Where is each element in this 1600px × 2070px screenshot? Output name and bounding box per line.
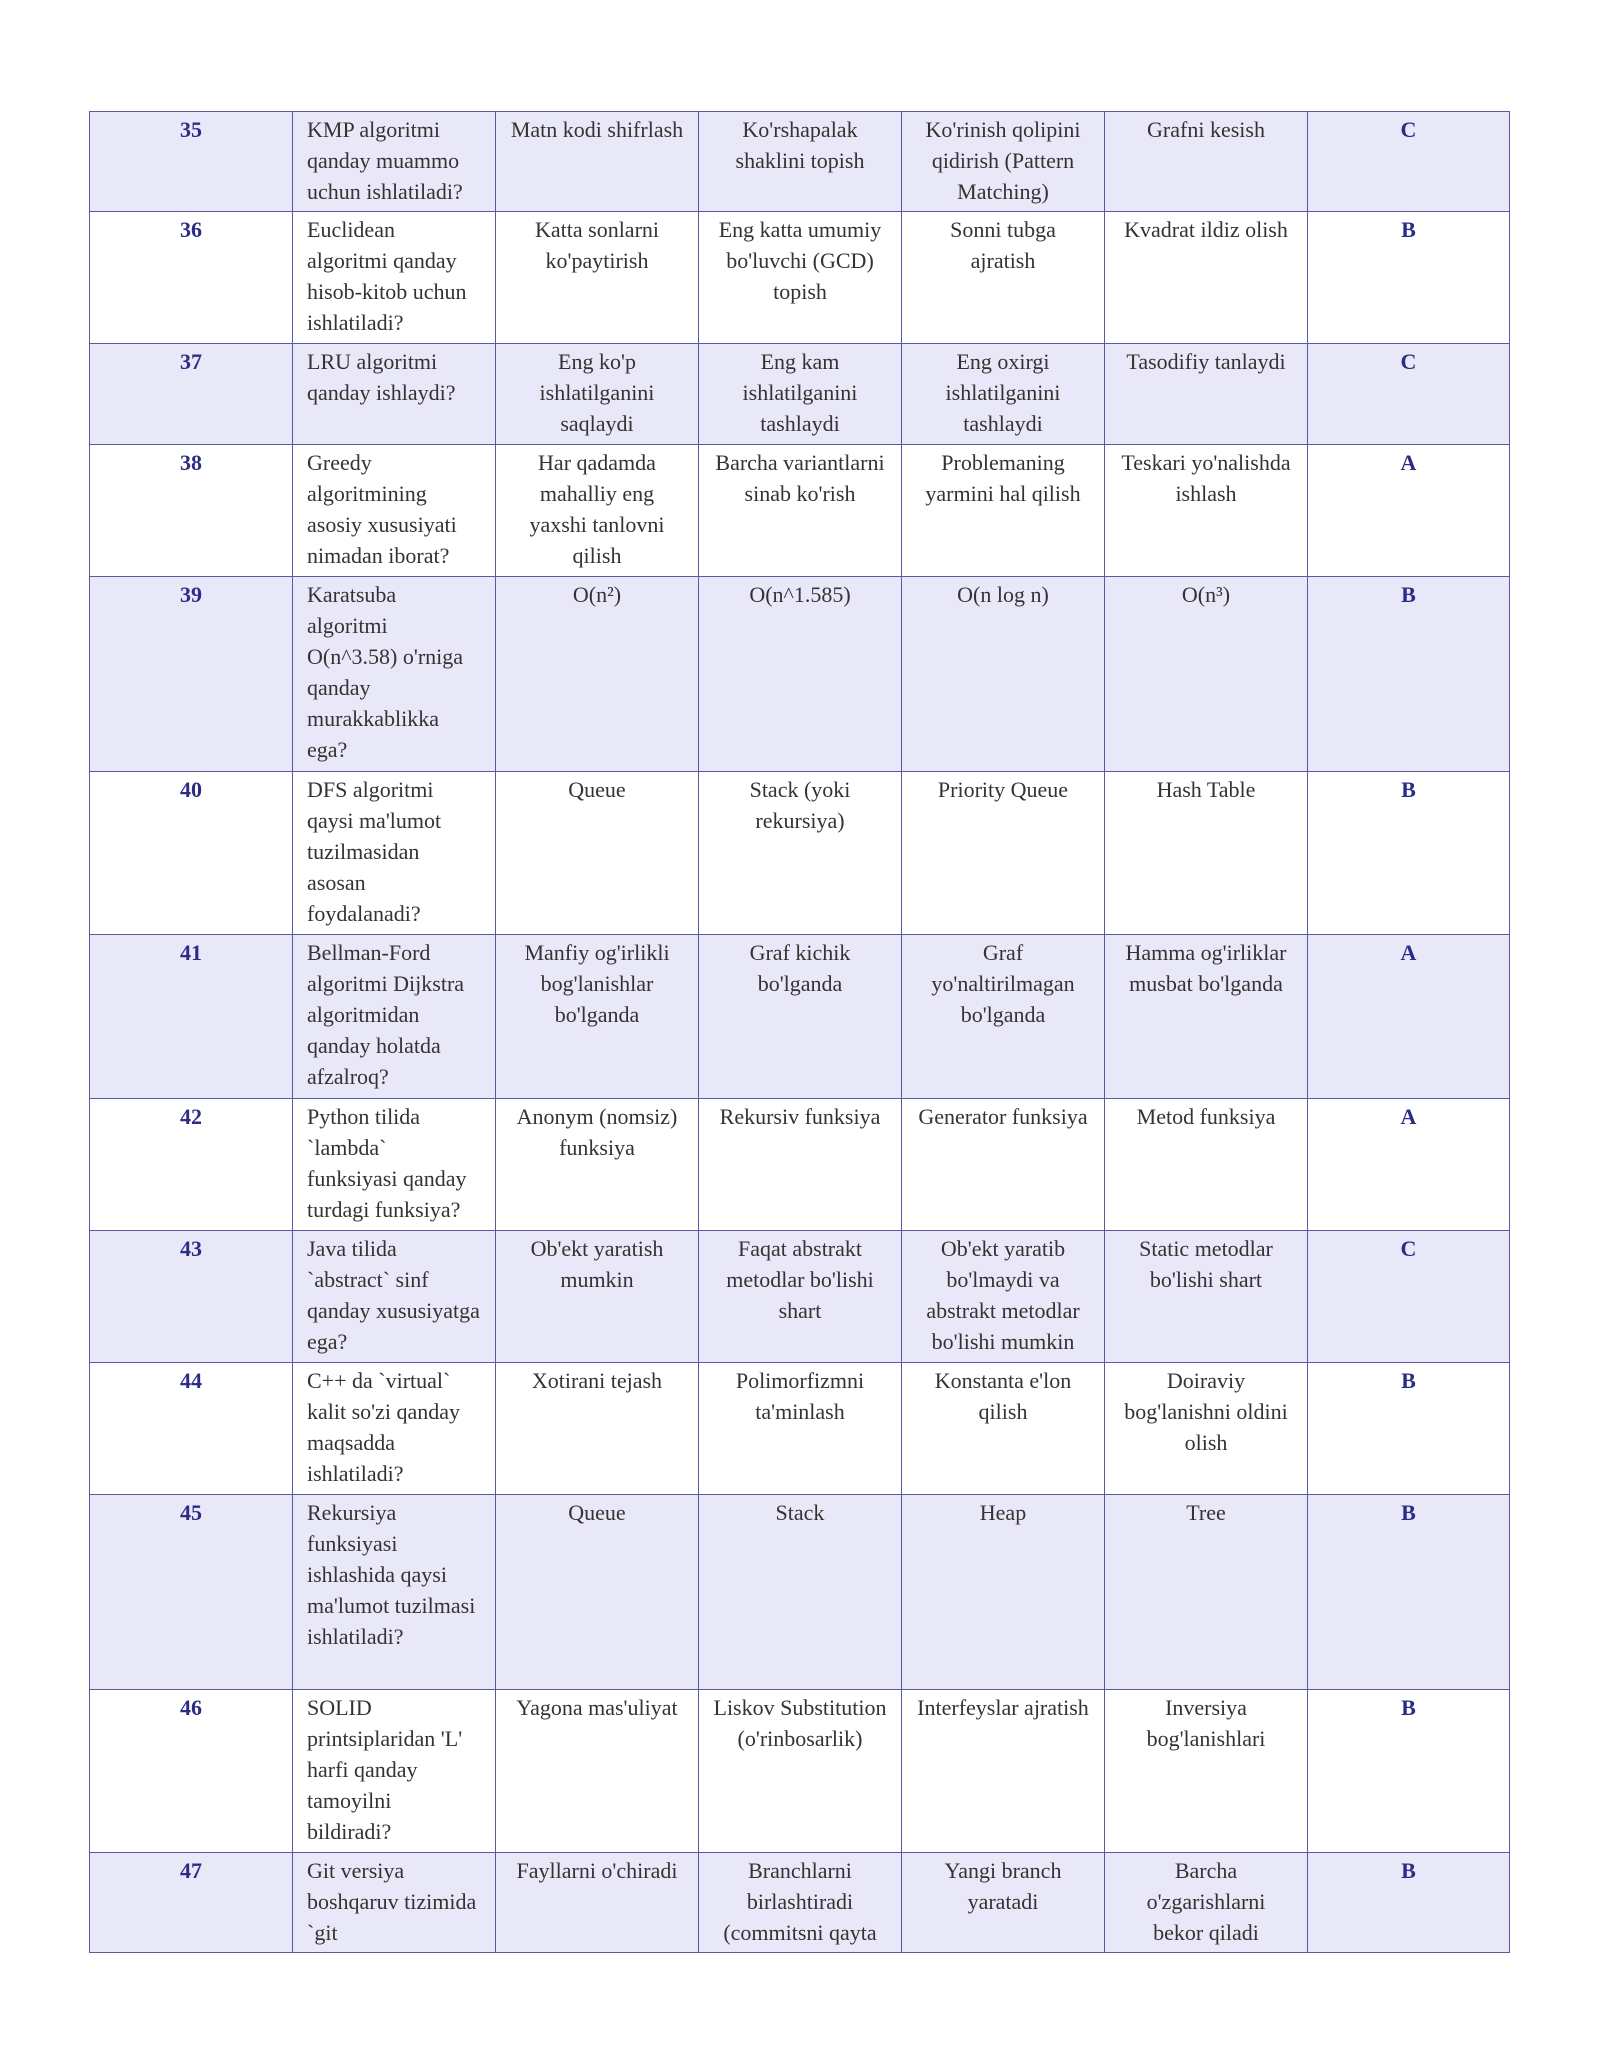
question-number: 43 (90, 1231, 293, 1363)
question-text: SOLID printsiplaridan 'L' harfi qanday tamoyilni bildiradi? (293, 1690, 496, 1853)
correct-answer: B (1308, 212, 1510, 344)
correct-answer: B (1308, 1690, 1510, 1853)
option-c: Heap (902, 1495, 1105, 1690)
table-row (90, 212, 1510, 344)
question-number: 35 (90, 112, 293, 212)
option-c: Priority Queue (902, 772, 1105, 935)
option-c: O(n log n) (902, 577, 1105, 772)
option-d: Kvadrat ildiz olish (1105, 212, 1308, 344)
option-b: Eng kam ishlatilganini tashlaydi (699, 344, 902, 445)
option-d: Grafni kesish (1105, 112, 1308, 212)
question-number: 47 (90, 1853, 293, 1953)
question-text: C++ da `virtual` kalit so'zi qanday maqsadda ishlatiladi? (293, 1363, 496, 1495)
question-number: 46 (90, 1690, 293, 1853)
question-number: 36 (90, 212, 293, 344)
option-b: Branchlarni birlashtiradi (commitsni qayta (699, 1853, 902, 1953)
quiz-table (89, 111, 1510, 1953)
table-row (90, 935, 1510, 1099)
question-text: Git versiya boshqaruv tizimida `git (293, 1853, 496, 1953)
option-c: Graf yo'naltirilmagan bo'lganda (902, 935, 1105, 1099)
option-a: Katta sonlarni ko'paytirish (496, 212, 699, 344)
option-a: Manfiy og'irlikli bog'lanishlar bo'lganda (496, 935, 699, 1099)
option-a: Ob'ekt yaratish mumkin (496, 1231, 699, 1363)
question-number: 42 (90, 1099, 293, 1231)
option-c: Generator funksiya (902, 1099, 1105, 1231)
option-a: O(n²) (496, 577, 699, 772)
option-b: Faqat abstrakt metodlar bo'lishi shart (699, 1231, 902, 1363)
option-c: Interfeyslar ajratish (902, 1690, 1105, 1853)
option-a: Matn kodi shifrlash (496, 112, 699, 212)
question-text: Java tilida `abstract` sinf qanday xususiyatga ega? (293, 1231, 496, 1363)
table-row (90, 1690, 1510, 1853)
option-a: Queue (496, 772, 699, 935)
option-d: O(n³) (1105, 577, 1308, 772)
question-text: Karatsuba algoritmi O(n^3.58) o'rniga qanday murakkablikka ega? (293, 577, 496, 772)
option-d: Doiraviy bog'lanishni oldini olish (1105, 1363, 1308, 1495)
option-c: Problemaning yarmini hal qilish (902, 445, 1105, 577)
quiz-page (89, 111, 1509, 1953)
correct-answer: C (1308, 1231, 1510, 1363)
option-d: Inversiya bog'lanishlari (1105, 1690, 1308, 1853)
correct-answer: B (1308, 577, 1510, 772)
table-row (90, 1495, 1510, 1690)
correct-answer: B (1308, 1363, 1510, 1495)
table-row (90, 1231, 1510, 1363)
table-row (90, 344, 1510, 445)
option-d: Barcha o'zgarishlarni bekor qiladi (1105, 1853, 1308, 1953)
question-text: DFS algoritmi qaysi ma'lumot tuzilmasidan asosan foydalanadi? (293, 772, 496, 935)
correct-answer: B (1308, 1853, 1510, 1953)
option-b: O(n^1.585) (699, 577, 902, 772)
option-b: Rekursiv funksiya (699, 1099, 902, 1231)
option-b: Barcha variantlarni sinab ko'rish (699, 445, 902, 577)
question-number: 39 (90, 577, 293, 772)
question-text: Python tilida `lambda` funksiyasi qanday turdagi funksiya? (293, 1099, 496, 1231)
question-number: 44 (90, 1363, 293, 1495)
option-a: Har qadamda mahalliy eng yaxshi tanlovni qilish (496, 445, 699, 577)
option-d: Tasodifiy tanlaydi (1105, 344, 1308, 445)
question-number: 41 (90, 935, 293, 1099)
option-d: Metod funksiya (1105, 1099, 1308, 1231)
option-d: Teskari yo'nalishda ishlash (1105, 445, 1308, 577)
option-c: Sonni tubga ajratish (902, 212, 1105, 344)
question-text: KMP algoritmi qanday muammo uchun ishlatiladi? (293, 112, 496, 212)
correct-answer: B (1308, 772, 1510, 935)
option-b: Polimorfizmni ta'minlash (699, 1363, 902, 1495)
table-row (90, 772, 1510, 935)
question-text: Euclidean algoritmi qanday hisob-kitob uchun ishlatiladi? (293, 212, 496, 344)
option-b: Ko'rshapalak shaklini topish (699, 112, 902, 212)
option-b: Liskov Substitution (o'rinbosarlik) (699, 1690, 902, 1853)
option-b: Stack (699, 1495, 902, 1690)
option-c: Ob'ekt yaratib bo'lmaydi va abstrakt metodlar bo'lishi mumkin (902, 1231, 1105, 1363)
option-d: Tree (1105, 1495, 1308, 1690)
table-row (90, 1363, 1510, 1495)
option-d: Static metodlar bo'lishi shart (1105, 1231, 1308, 1363)
question-number: 40 (90, 772, 293, 935)
question-text: Bellman-Ford algoritmi Dijkstra algoritmidan qanday holatda afzalroq? (293, 935, 496, 1099)
option-c: Konstanta e'lon qilish (902, 1363, 1105, 1495)
correct-answer: A (1308, 445, 1510, 577)
correct-answer: A (1308, 1099, 1510, 1231)
option-b: Stack (yoki rekursiya) (699, 772, 902, 935)
option-b: Graf kichik bo'lganda (699, 935, 902, 1099)
option-b: Eng katta umumiy bo'luvchi (GCD) topish (699, 212, 902, 344)
table-row (90, 445, 1510, 577)
option-d: Hamma og'irliklar musbat bo'lganda (1105, 935, 1308, 1099)
option-a: Eng ko'p ishlatilganini saqlaydi (496, 344, 699, 445)
option-a: Yagona mas'uliyat (496, 1690, 699, 1853)
table-row (90, 1853, 1510, 1953)
option-c: Ko'rinish qolipini qidirish (Pattern Matching) (902, 112, 1105, 212)
question-text: LRU algoritmi qanday ishlaydi? (293, 344, 496, 445)
option-c: Eng oxirgi ishlatilganini tashlaydi (902, 344, 1105, 445)
question-number: 38 (90, 445, 293, 577)
correct-answer: C (1308, 112, 1510, 212)
question-number: 45 (90, 1495, 293, 1690)
question-text: Greedy algoritmining asosiy xususiyati nimadan iborat? (293, 445, 496, 577)
option-a: Queue (496, 1495, 699, 1690)
option-d: Hash Table (1105, 772, 1308, 935)
table-row (90, 112, 1510, 212)
option-a: Xotirani tejash (496, 1363, 699, 1495)
table-row (90, 1099, 1510, 1231)
option-a: Anonym (nomsiz) funksiya (496, 1099, 699, 1231)
correct-answer: C (1308, 344, 1510, 445)
quiz-table-body (90, 112, 1510, 1953)
option-a: Fayllarni o'chiradi (496, 1853, 699, 1953)
correct-answer: A (1308, 935, 1510, 1099)
correct-answer: B (1308, 1495, 1510, 1690)
table-row (90, 577, 1510, 772)
question-text: Rekursiya funksiyasi ishlashida qaysi ma'lumot tuzilmasi ishlatiladi? (293, 1495, 496, 1690)
question-number: 37 (90, 344, 293, 445)
option-c: Yangi branch yaratadi (902, 1853, 1105, 1953)
